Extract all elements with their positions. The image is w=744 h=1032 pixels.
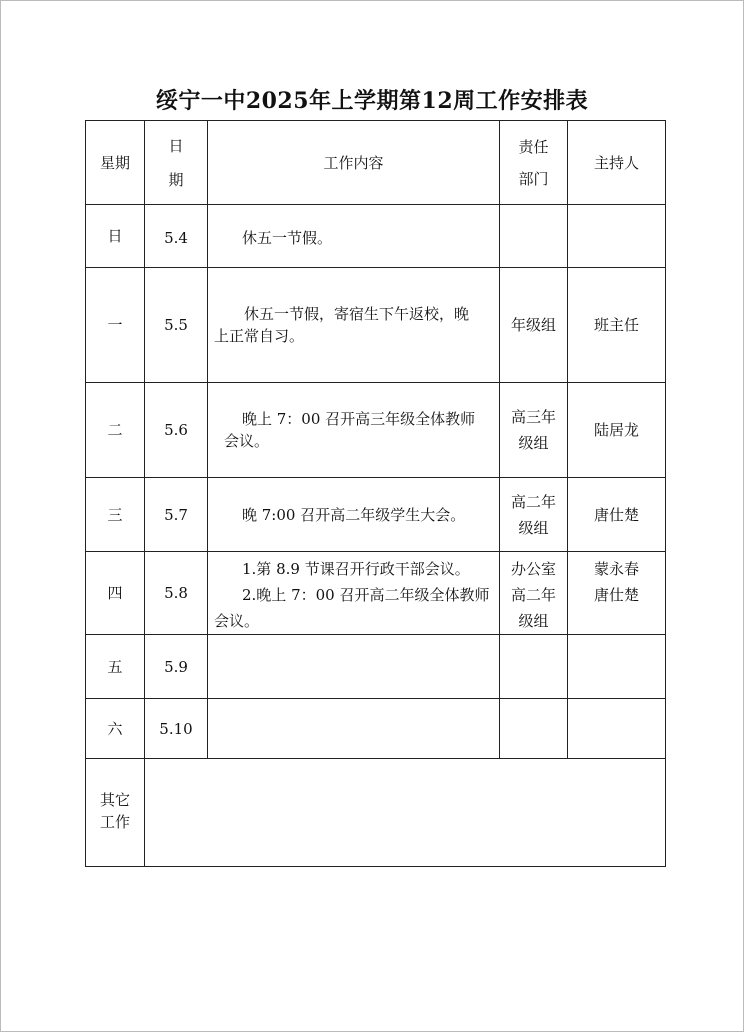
row-host	[568, 383, 666, 478]
row-content	[208, 383, 500, 478]
row-weekday: 日	[86, 205, 145, 268]
host-line: 蒙永春	[593, 560, 639, 578]
row-weekday: 五	[86, 635, 145, 699]
row-date: 5.7	[145, 478, 208, 552]
header-date	[145, 121, 208, 205]
content-line: 2.晚上 7：00 召开高二年级全体教师	[242, 586, 490, 604]
row-date: 5.9	[145, 635, 208, 699]
row-content	[208, 268, 500, 383]
row-host	[568, 635, 666, 699]
table-row	[86, 699, 666, 759]
schedule-table	[85, 120, 666, 867]
row-dept	[500, 635, 568, 699]
row-date: 5.6	[145, 383, 208, 478]
schedule-rows	[86, 205, 666, 759]
content-line: 上正常自习。	[214, 327, 305, 345]
header-weekday: 星期	[86, 121, 145, 205]
row-dept	[500, 478, 568, 552]
header-date-line1: 日	[168, 136, 184, 155]
row-dept	[500, 268, 568, 383]
host-line: 陆居龙	[593, 421, 639, 439]
other-content	[145, 759, 666, 867]
host-line: 唐仕楚	[593, 505, 639, 524]
table-row	[86, 205, 666, 268]
header-host: 主持人	[568, 121, 666, 205]
row-dept	[500, 699, 568, 759]
content-line: 会议。	[224, 432, 270, 450]
other-label-line2: 工作	[99, 813, 130, 831]
row-host	[568, 552, 666, 635]
header-dept-line2: 部门	[518, 169, 549, 188]
header-date-line2: 期	[168, 170, 184, 189]
header-dept-line1: 责任	[518, 137, 549, 156]
row-content	[208, 478, 500, 552]
row-date: 5.10	[145, 699, 208, 759]
content-line: 1.第 8.9 节课召开行政干部会议。	[242, 560, 470, 578]
dept-line: 级组	[518, 518, 549, 537]
row-weekday: 三	[86, 478, 145, 552]
dept-line: 高二年	[510, 492, 556, 511]
row-content	[208, 205, 500, 268]
content-line: 休五一节假。	[242, 229, 333, 247]
row-host	[568, 699, 666, 759]
host-line: 唐仕楚	[593, 586, 639, 604]
row-dept	[500, 383, 568, 478]
other-label-line1: 其它	[99, 791, 130, 809]
host-line: 班主任	[593, 316, 639, 334]
dept-line: 年级组	[510, 316, 556, 334]
header-content: 工作内容	[208, 121, 500, 205]
row-date: 5.8	[145, 552, 208, 635]
page-title: 绥宁一中2025年上学期第12周工作安排表	[155, 88, 589, 114]
row-host	[568, 205, 666, 268]
row-weekday: 六	[86, 699, 145, 759]
dept-line: 高三年	[510, 408, 556, 426]
row-host	[568, 268, 666, 383]
row-date: 5.5	[145, 268, 208, 383]
row-host	[568, 478, 666, 552]
header-row	[86, 121, 666, 205]
table-row	[86, 635, 666, 699]
row-weekday: 一	[86, 268, 145, 383]
content-line: 会议。	[214, 612, 260, 630]
dept-line: 办公室	[510, 560, 556, 578]
content-line: 晚 7:00 召开高二年级学生大会。	[242, 505, 466, 524]
row-date: 5.4	[145, 205, 208, 268]
row-content	[208, 699, 500, 759]
row-weekday: 二	[86, 383, 145, 478]
table-row	[86, 552, 666, 635]
row-weekday: 四	[86, 552, 145, 635]
table-row	[86, 478, 666, 552]
dept-line: 高二年	[510, 586, 556, 604]
content-line: 休五一节假，寄宿生下午返校，晚	[244, 305, 470, 323]
row-content	[208, 552, 500, 635]
table-row	[86, 383, 666, 478]
table-row	[86, 268, 666, 383]
dept-line: 级组	[518, 612, 549, 630]
row-dept	[500, 205, 568, 268]
header-dept	[500, 121, 568, 205]
other-row	[86, 759, 666, 867]
dept-line: 级组	[518, 434, 549, 452]
row-content	[208, 635, 500, 699]
row-dept	[500, 552, 568, 635]
other-label	[86, 759, 145, 867]
content-line: 晚上 7：00 召开高三年级全体教师	[242, 410, 476, 428]
